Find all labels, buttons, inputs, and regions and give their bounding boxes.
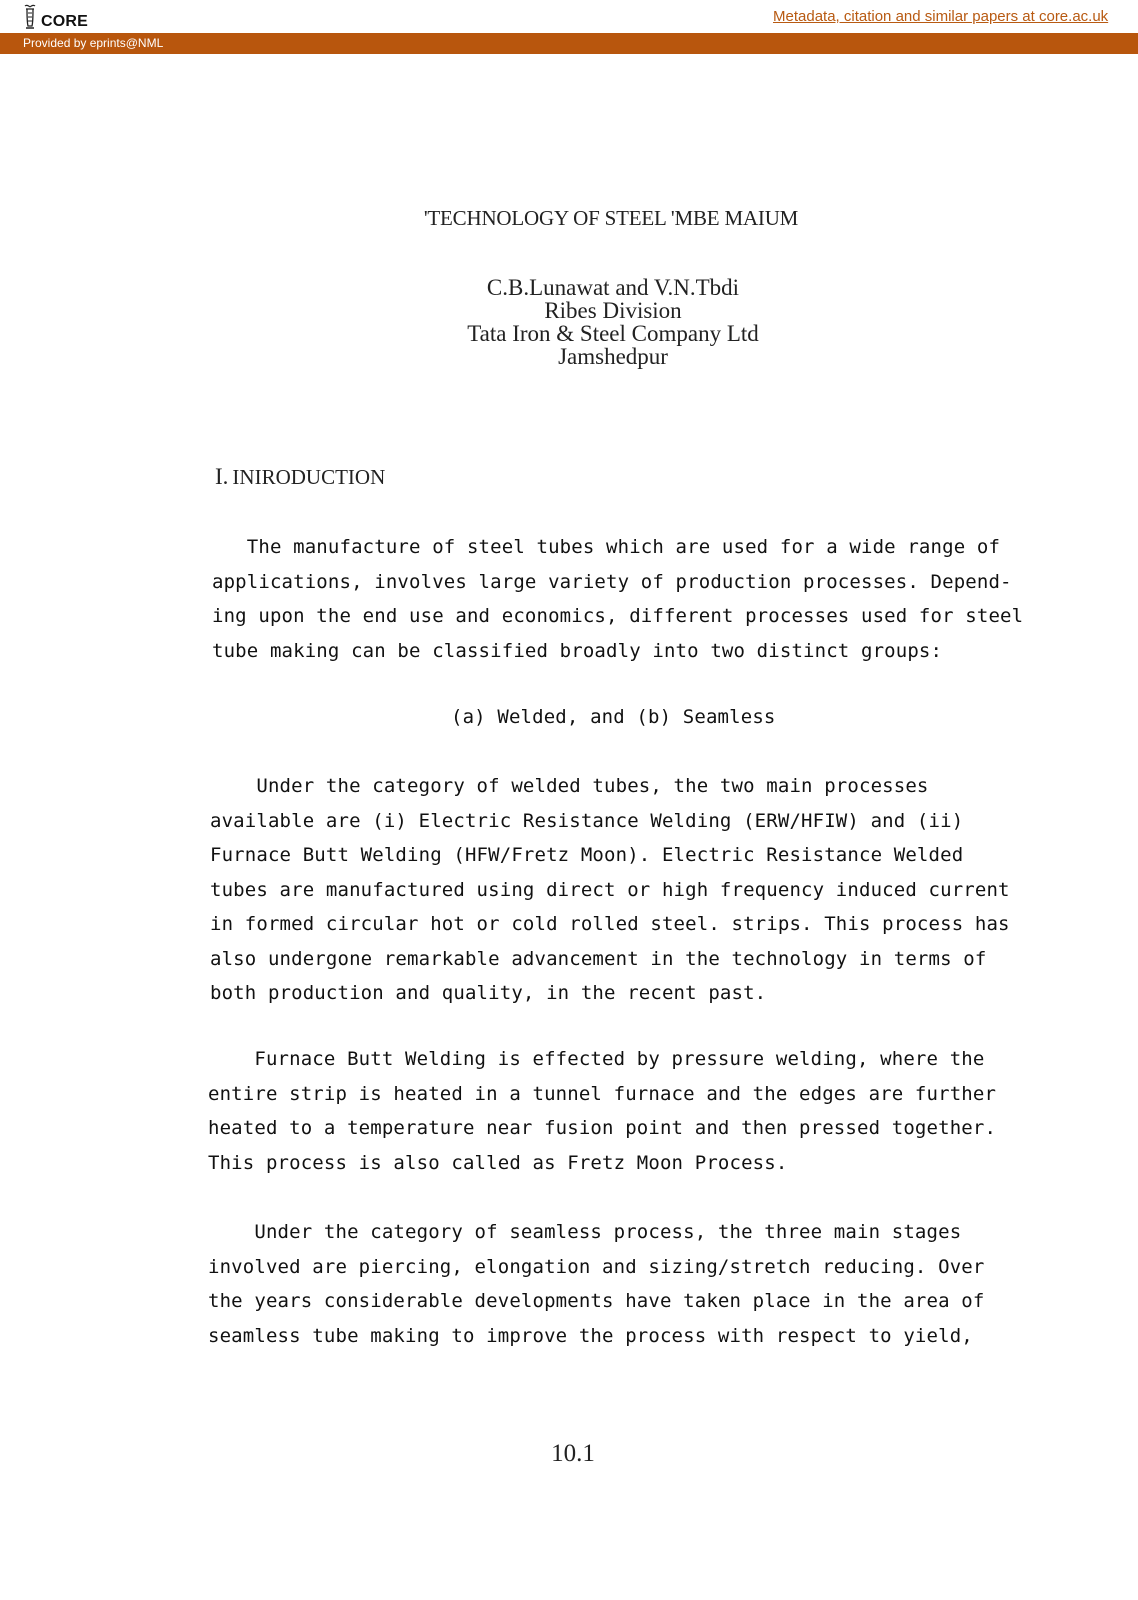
text-line: in formed circular hot or cold rolled steel. strips. This process has	[210, 913, 1010, 935]
section-title: INIRODUCTION	[232, 465, 386, 489]
text-line: applications, involves large variety of production processes. Depend-	[212, 570, 1012, 593]
paper-company: Tata Iron & Steel Company Ltd	[467, 321, 759, 346]
text-line: the years considerable developments have taken place in the area of	[208, 1290, 985, 1312]
paragraph-groups	[451, 700, 776, 735]
core-logo[interactable]	[22, 4, 88, 35]
paper-division: Ribes Division	[544, 298, 682, 323]
text-line: heated to a temperature near fusion point and then pressed together.	[208, 1117, 997, 1139]
paragraph-welded	[210, 769, 1010, 1011]
paper-title: 'TECHNOLOGY OF STEEL 'MBE MAIUM	[423, 206, 799, 230]
text-line: Furnace Butt Welding is effected by pressure welding, where the	[208, 1048, 985, 1070]
text-line: Furnace Butt Welding (HFW/Fretz Moon). Electric Resistance Welded	[210, 844, 964, 866]
text-line: entire strip is heated in a tunnel furnace and the edges are further	[208, 1082, 997, 1105]
text-line: Under the category of welded tubes, the two main processes	[210, 775, 929, 797]
core-provided-by: Provided by eprints@NML	[23, 36, 164, 50]
text-line: seamless tube making to improve the process with respect to yield,	[208, 1324, 973, 1347]
paragraph-intro	[212, 530, 1023, 668]
core-provided-strip	[0, 33, 1138, 54]
paragraph-seamless	[208, 1215, 984, 1353]
apple-icon	[22, 4, 38, 35]
author-block	[0, 276, 1138, 368]
text-line: also undergone remarkable advancement in the technology in terms of	[210, 947, 987, 970]
core-banner	[0, 0, 1138, 54]
text-line: tube making can be classified broadly into two distinct groups:	[212, 639, 943, 662]
section-heading	[215, 464, 385, 490]
text-line: This process is also called as Fretz Moon Process.	[208, 1151, 788, 1174]
text-line: involved are piercing, elongation and sizing/stretch reducing. Over	[208, 1255, 985, 1278]
paragraph-furnace-butt	[208, 1042, 996, 1180]
text-line: tubes are manufactured using direct or high frequency induced current	[210, 878, 1010, 901]
text-line: ing upon the end use and economics, different processes used for steel	[212, 605, 1024, 627]
core-logo-text: CORE	[41, 12, 89, 30]
section-number: I.	[215, 464, 229, 489]
text-line: The manufacture of steel tubes which are used for a wide range of	[212, 536, 1001, 558]
text-line: Under the category of seamless process, the three main stages	[208, 1221, 962, 1243]
core-metadata-link[interactable]: Metadata, citation and similar papers at core.ac.uk	[773, 8, 1109, 25]
text-line: (a) Welded, and (b) Seamless	[451, 706, 776, 728]
paper-authors: C.B.Lunawat and V.N.Tbdi	[486, 275, 740, 300]
text-line: available are (i) Electric Resistance Welding (ERW/HFIW) and (ii)	[210, 809, 964, 832]
text-line: both production and quality, in the recent past.	[210, 982, 767, 1004]
paper-location: Jamshedpur	[558, 344, 668, 369]
page-number: 10.1	[551, 1440, 595, 1467]
